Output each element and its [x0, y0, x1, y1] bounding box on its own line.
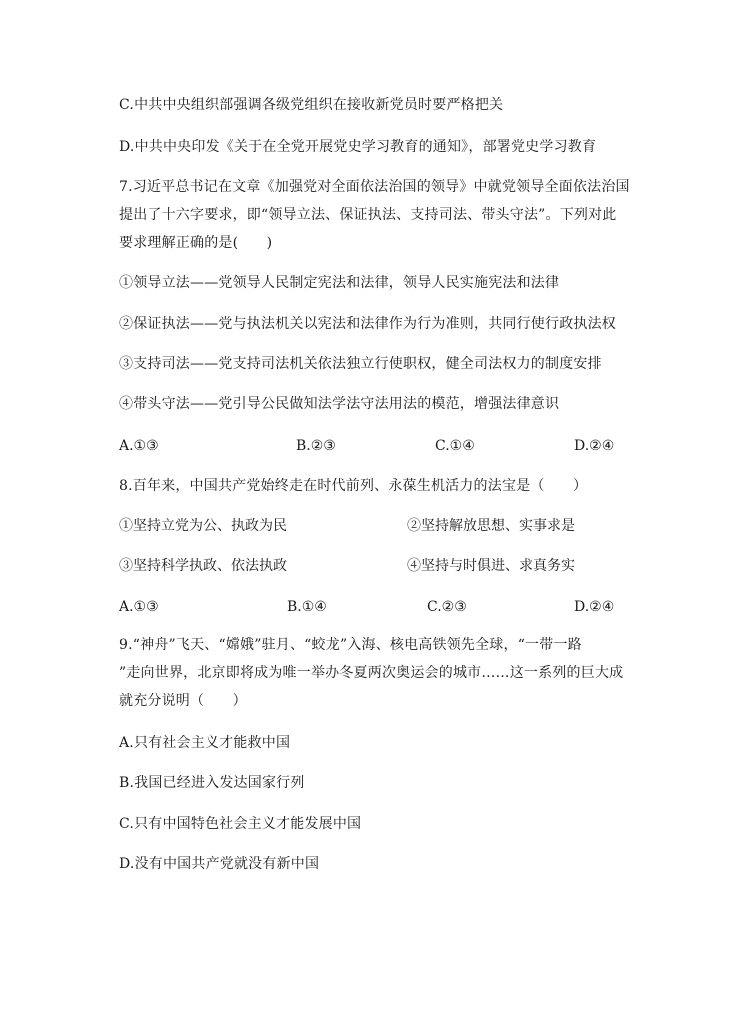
q7-option-d: D.②④	[574, 438, 615, 454]
q7-statement-4: ④带头守法——党引导公民做知法学法守法用法的模范，增强法律意识	[119, 396, 560, 412]
q9-stem-line-3: 就充分说明（ ）	[119, 693, 247, 709]
q7-option-c: C.①④	[435, 438, 475, 454]
q8-statement-1: ①坚持立党为公、执政为民	[119, 518, 287, 534]
q9-stem-line-2: ”走向世界，北京即将成为唯一举办冬夏两次奥运会的城市……这一系列的巨大成	[119, 665, 624, 681]
q8-statement-4: ④坚持与时俱进、求真务实	[407, 558, 575, 574]
q7-statement-3: ③支持司法——党支持司法机关依法独立行使职权，健全司法权力的制度安排	[119, 356, 602, 372]
q8-option-a: A.①③	[119, 599, 159, 615]
q9-option-a: A.只有社会主义才能救中国	[119, 735, 291, 751]
q9-stem-line-1: 9.“神舟”飞天、“嫦娥”驻月、“蛟龙”入海、核电高铁领先全球，“一带一路	[119, 637, 582, 653]
q7-option-a: A.①③	[119, 438, 159, 454]
q7-stem-line-3: 要求理解正确的是( )	[119, 235, 273, 251]
q9-option-b: B.我国已经进入发达国家行列	[119, 775, 305, 791]
q9-option-c: C.只有中国特色社会主义才能发展中国	[119, 816, 362, 832]
q7-stem-line-2: 提出了十六字要求，即“领导立法、保证执法、支持司法、带头守法”。下列对此	[119, 207, 617, 223]
q6-option-d: D.中共中央印发《关于在全党开展党史学习教育的通知》，部署党史学习教育	[119, 139, 597, 155]
q8-statement-2: ②坚持解放思想、实事求是	[407, 518, 575, 534]
q7-option-b: B.②③	[296, 438, 336, 454]
q8-statement-3: ③坚持科学执政、依法执政	[119, 558, 287, 574]
q8-option-c: C.②③	[427, 599, 467, 615]
q8-option-b: B.①④	[287, 599, 327, 615]
q7-stem-line-1: 7.习近平总书记在文章《加强党对全面依法治国的领导》中就党领导全面依法治国	[119, 179, 630, 195]
q8-stem: 8.百年来，中国共产党始终走在时代前列、永葆生机活力的法宝是（ ）	[119, 478, 588, 494]
q9-option-d: D.没有中国共产党就没有新中国	[119, 856, 320, 872]
q8-option-d: D.②④	[574, 599, 615, 615]
q7-statement-1: ①领导立法——党领导人民制定宪法和法律，领导人民实施宪法和法律	[119, 275, 560, 291]
q6-option-c: C.中共中央组织部强调各级党组织在接收新党员时要严格把关	[119, 97, 504, 113]
q7-statement-2: ②保证执法——党与执法机关以宪法和法律作为行为准则，共同行使行政执法权	[119, 316, 616, 332]
